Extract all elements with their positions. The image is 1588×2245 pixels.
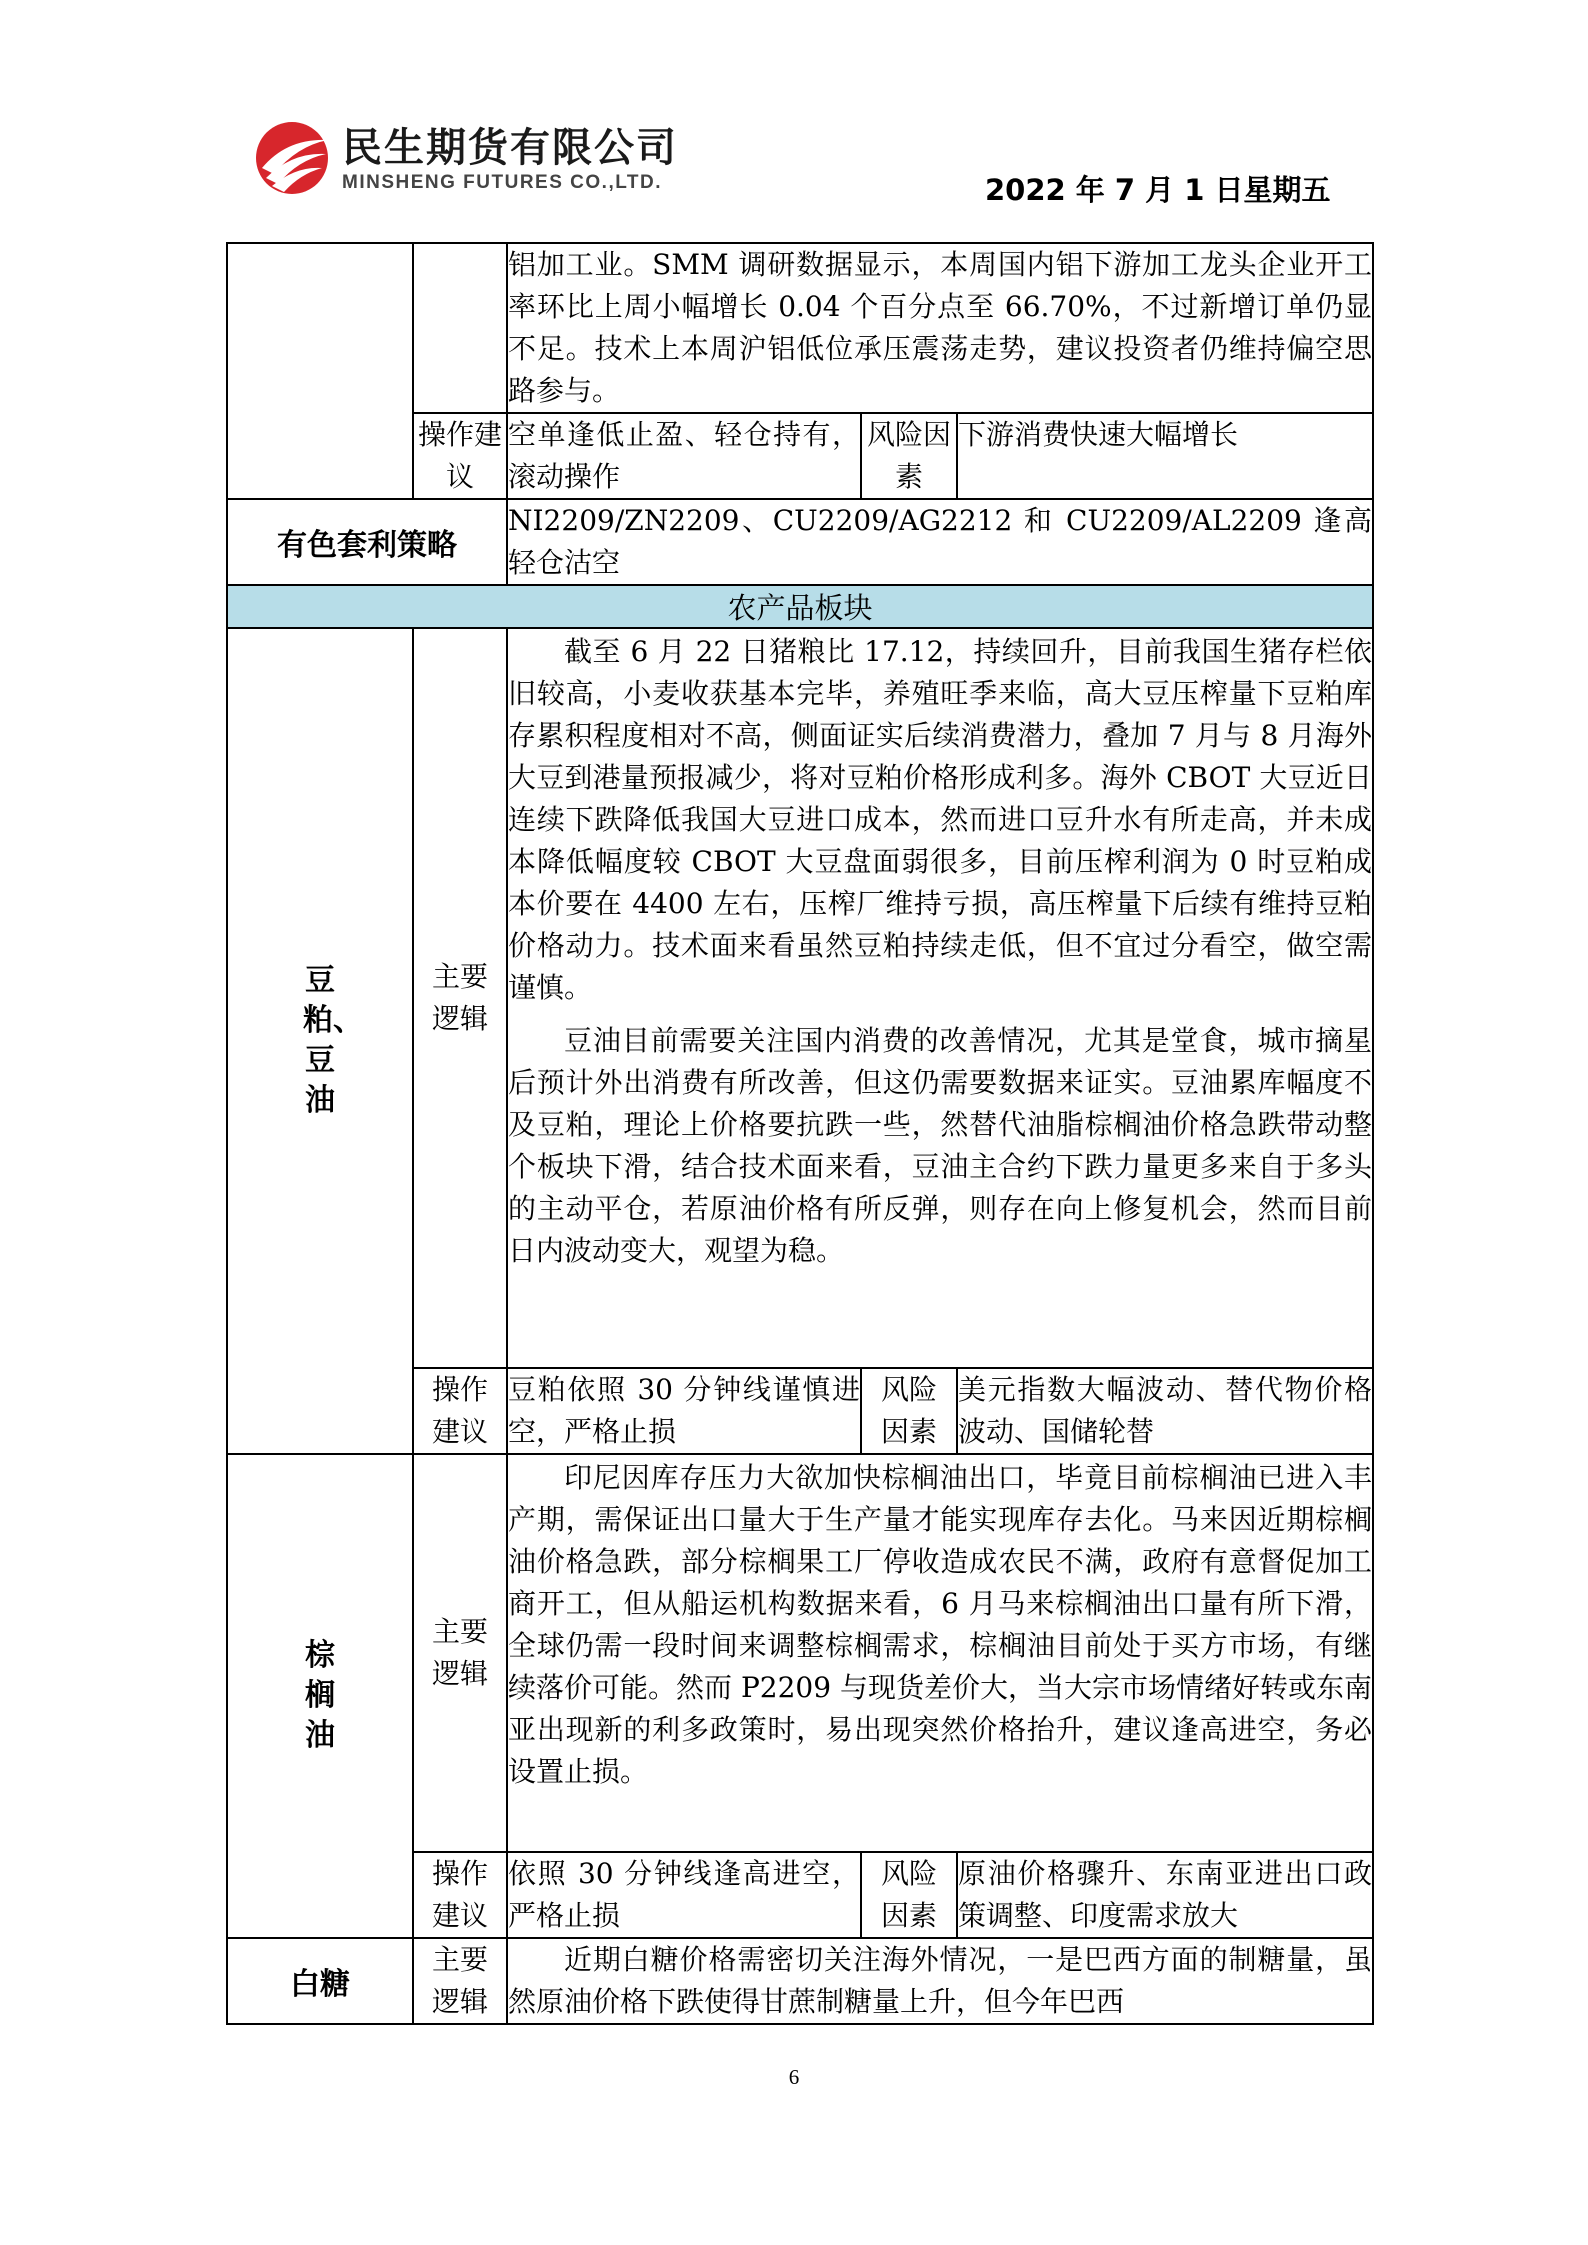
aluminum-op-text: 空单逢低止盈、轻仓持有，滚动操作 <box>507 413 861 499</box>
palm-logic-para-1: 印尼因库存压力大欲加快棕榈油出口，毕竟目前棕榈油已进入丰产期，需保证出口量大于生产量才能实现库存去化。马来因近期棕榈油价格急跌，部分棕榈果工厂停收造成农民不满，政府有意督促加工商开工，但从船运机构数据来看，6 月马来棕榈油出口量有所下滑，全球仍需一段时间来调整棕榈需求，棕榈油目前处于买方市场，有继续落价可能。然而 P2209 与现货差价大，当大宗市场情绪好转或东南亚出现新的利多政策时，易出现突然价格抬升，建议逢高进空，务必设置止损。 <box>508 1461 1373 1788</box>
soy-logic-cell <box>507 628 1373 1368</box>
palm-op-text: 依照 30 分钟线逢高进空，严格止损 <box>507 1852 861 1938</box>
aluminum-label-cell <box>227 243 413 499</box>
arbitrage-label: 有色套利策略 <box>227 499 507 585</box>
soy-label-cell <box>227 628 413 1454</box>
aluminum-logic-row <box>227 243 1373 413</box>
sugar-logic-para-1: 近期白糖价格需密切关注海外情况，一是巴西方面的制糖量，虽然原油价格下跌使得甘蔗制糖量上升，但今年巴西 <box>508 1943 1373 2018</box>
soy-logic-label-cell <box>413 628 507 1368</box>
soy-logic-row <box>227 628 1373 1368</box>
aluminum-logic-label-cell <box>413 243 507 413</box>
palm-logic-label-cell <box>413 1454 507 1852</box>
report-date: 2022 年 7 月 1 日星期五 <box>985 173 1331 207</box>
soy-label: 豆粕、豆油 <box>303 963 363 1118</box>
soy-risk-label: 风险因素 <box>880 1373 937 1448</box>
sugar-logic-cell <box>507 1938 1373 2024</box>
aluminum-logic-text: 铝加工业。SMM 调研数据显示，本周国内铝下游加工龙头企业开工率环比上周小幅增长 0.04 个百分点至 66.70%，不过新增订单仍显不足。技术上本周沪铝低位承压震荡走势，建议投资者仍维持偏空思路参与。 <box>508 248 1373 407</box>
page-number: 6 <box>788 2065 800 2089</box>
sugar-logic-row <box>227 1938 1373 2024</box>
company-name-en: MINSHENG FUTURES CO.,LTD. <box>342 172 663 193</box>
strategy-table <box>226 242 1374 2025</box>
aluminum-op-label: 操作建议 <box>413 413 507 499</box>
sugar-label: 白糖 <box>227 1938 413 2024</box>
palm-risk-label: 风险因素 <box>880 1857 937 1932</box>
minsheng-logo-icon <box>252 118 332 196</box>
soy-op-label-cell <box>413 1368 507 1454</box>
soy-op-label: 操作建议 <box>431 1373 488 1448</box>
aluminum-logic-cell <box>507 243 1373 413</box>
palm-risk-label-cell <box>861 1852 957 1938</box>
palm-label-cell <box>227 1454 413 1938</box>
sugar-logic-label: 主要逻辑 <box>431 1943 488 2018</box>
sugar-logic-label-cell <box>413 1938 507 2024</box>
soy-logic-label: 主要逻辑 <box>431 960 488 1035</box>
palm-risk-text: 原油价格骤升、东南亚进出口政策调整、印度需求放大 <box>957 1852 1373 1938</box>
soy-op-text: 豆粕依照 30 分钟线谨慎进空，严格止损 <box>507 1368 861 1454</box>
palm-logic-row <box>227 1454 1373 1852</box>
company-logo <box>252 112 732 202</box>
aluminum-risk-label: 风险因素 <box>861 413 957 499</box>
palm-op-label-cell <box>413 1852 507 1938</box>
arbitrage-text: NI2209/ZN2209、CU2209/AG2212 和 CU2209/AL2209 逢高轻仓沽空 <box>507 499 1373 585</box>
soy-logic-para-1: 截至 6 月 22 日猪粮比 17.12，持续回升，目前我国生猪存栏依旧较高，小麦收获基本完毕，养殖旺季来临，高大豆压榨量下豆粕库存累积程度相对不高，侧面证实后续消费潜力，叠加 7 月与 8 月海外大豆到港量预报减少，将对豆粕价格形成利多。海外 CBOT 大豆近日连续下跌降低我国大豆进口成本，然而进口豆升水有所走高，并未成本降低幅度较 CBOT 大豆盘面弱很多，目前压榨利润为 0 时豆粕成本价要在 4400 左右，压榨厂维持亏损，高压榨量下后续有维持豆粕价格动力。技术面来看虽然豆粕持续走低，但不宜过分看空，做空需谨慎。 <box>508 635 1373 1004</box>
soy-risk-text: 美元指数大幅波动、替代物价格波动、国储轮替 <box>957 1368 1373 1454</box>
section-title: 农产品板块 <box>227 585 1373 628</box>
soy-risk-label-cell <box>861 1368 957 1454</box>
arbitrage-row <box>227 499 1373 585</box>
palm-label: 棕榈油 <box>305 1638 335 1753</box>
company-name-cn: 民生期货有限公司 <box>342 125 678 171</box>
palm-logic-label: 主要逻辑 <box>431 1615 488 1690</box>
aluminum-risk-text: 下游消费快速大幅增长 <box>957 413 1373 499</box>
palm-logic-cell <box>507 1454 1373 1852</box>
section-row <box>227 585 1373 628</box>
palm-op-label: 操作建议 <box>431 1857 488 1932</box>
soy-logic-para-2: 豆油目前需要关注国内消费的改善情况，尤其是堂食，城市摘星后预计外出消费有所改善，但这仍需要数据来证实。豆油累库幅度不及豆粕，理论上价格要抗跌一些，然替代油脂棕榈油价格急跌带动整个板块下滑，结合技术面来看，豆油主合约下跌力量更多来自于多头的主动平仓，若原油价格有所反弹，则存在向上修复机会，然而目前日内波动变大，观望为稳。 <box>508 1024 1373 1267</box>
